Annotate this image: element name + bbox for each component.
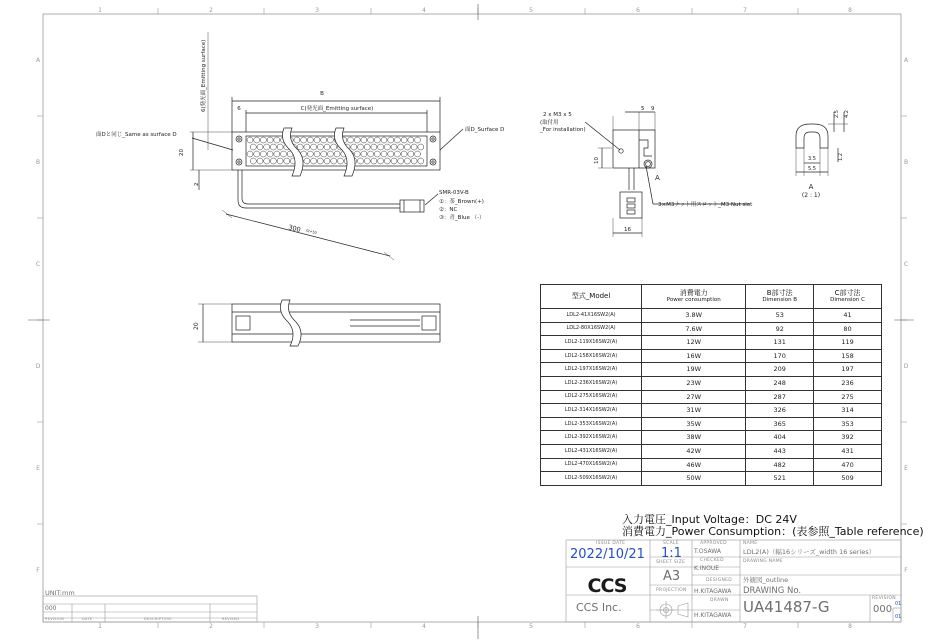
table-cell: 509 (814, 472, 882, 486)
grid-col-4: 4 (422, 7, 426, 14)
connector-model: SMR-03V-B (439, 190, 469, 196)
table-cell: 19W (642, 363, 746, 377)
sheet-current: 01 (895, 601, 902, 607)
dim-5-label: 5 (641, 106, 645, 112)
table-cell: LDL2-80X16SW2(A) (541, 322, 642, 336)
connector-pin-3: ③：青_Blue （-） (439, 215, 485, 221)
product-name: LDL2(A)（幅16シリーズ_width 16 series） (743, 548, 876, 556)
grid-col-1: 1 (98, 7, 102, 14)
grid-row-b-right: B (903, 159, 909, 166)
rev-col-date: DATE (82, 617, 93, 621)
surface-d-left-label: 面Dと同じ_Same as surface D (96, 132, 177, 138)
table-cell: 236 (814, 376, 882, 390)
grid-col-1-bottom: 1 (98, 623, 102, 630)
table-cell: 92 (746, 322, 814, 336)
table-cell: 197 (814, 363, 882, 377)
grid-row-c-right: C (903, 261, 909, 268)
detail-dim-42: 4.2 (844, 110, 850, 118)
table-cell: 3.8W (642, 309, 746, 323)
revision-value: 000 (873, 604, 893, 615)
issue-date-label: ISSUE DATE (596, 541, 626, 546)
grid-row-f-right: F (904, 567, 908, 574)
detail-dim-35: 3.5 (808, 156, 816, 162)
drawing-no-label: DRAWING No. (743, 586, 802, 596)
grid-col-2: 2 (209, 7, 213, 14)
grid-col-7: 7 (743, 7, 747, 14)
table-cell: LDL2-275X16SW2(A) (541, 390, 642, 404)
dim-20-label: 20 (179, 149, 185, 156)
grid-col-8-bottom: 8 (848, 623, 852, 630)
nut-slot-label: 3×M3ナット用スロット_M3 Nut slot (658, 202, 753, 208)
drawing-name-label: DRAWING NAME (743, 559, 784, 564)
col-model: 型式_Model (541, 285, 642, 309)
name-label: NAME (743, 541, 758, 546)
grid-row-e-right: E (904, 465, 908, 472)
table-cell: 46W (642, 458, 746, 472)
table-cell: 12W (642, 336, 746, 350)
table-cell: 431 (814, 444, 882, 458)
bottom-dim-20: 20 (193, 322, 200, 330)
detail-dim-55: 5.5 (808, 166, 816, 172)
table-cell: LDL2-353X16SW2(A) (541, 417, 642, 431)
table-cell: 287 (746, 390, 814, 404)
table-cell: 7.6W (642, 322, 746, 336)
approved-label: APPROVED (700, 541, 727, 546)
checked-label: CHECKED (700, 558, 724, 563)
col-dim-b: B部寸法 Dimension B (746, 285, 814, 309)
grid-col-6-bottom: 6 (636, 623, 640, 630)
dim-2-label: 2 (194, 182, 200, 186)
sheet-size-value: A3 (663, 569, 681, 584)
grid-row-b: B (35, 159, 41, 166)
connector-pin-2: ②：NC (439, 207, 458, 213)
table-cell: 521 (746, 472, 814, 486)
dim-6-label: 6 (237, 106, 241, 112)
scale-value: 1:1 (661, 546, 682, 561)
detail-a-scale: (2 : 1) (801, 192, 821, 199)
drawing-no: UA41487-G (743, 598, 830, 616)
svg-text:0/+50: 0/+50 (305, 228, 318, 235)
detail-dim-12: 1.2 (838, 153, 844, 161)
side-emitting-label: 6(発光面_Emitting surface) (201, 39, 207, 112)
detail-dim-25: 2.5 (834, 110, 840, 118)
grid-col-5-bottom: 5 (529, 623, 533, 630)
table-cell: 443 (746, 444, 814, 458)
table-cell: 158 (814, 349, 882, 363)
revision-label: REVISION (872, 596, 896, 601)
table-cell: 80 (814, 322, 882, 336)
install-jp-label: (取付用 (540, 120, 559, 126)
table-cell: 31W (642, 404, 746, 418)
grid-row-a: A (35, 57, 41, 64)
projection-label: PROJECTION (656, 588, 687, 593)
grid-col-6: 6 (636, 7, 640, 14)
grid-col-2-bottom: 2 (209, 623, 213, 630)
table-cell: 326 (746, 404, 814, 418)
table-cell: 392 (814, 431, 882, 445)
table-cell: 209 (746, 363, 814, 377)
table-cell: 23W (642, 376, 746, 390)
table-cell: 35W (642, 417, 746, 431)
grid-col-4-bottom: 4 (422, 623, 426, 630)
unit-label: UNIT:mm (45, 589, 75, 597)
table-cell: 42W (642, 444, 746, 458)
drawn-label: DRAWN (710, 598, 729, 603)
table-cell: LDL2-197X16SW2(A) (541, 363, 642, 377)
grid-col-3: 3 (315, 7, 319, 14)
company-name: CCS Inc. (576, 601, 622, 614)
table-cell: 470 (814, 458, 882, 472)
table-cell: LDL2-119X16SW2(A) (541, 336, 642, 350)
screw-label: 2 x M3 x 5 (543, 112, 572, 118)
table-cell: 50W (642, 472, 746, 486)
table-cell: 41 (814, 309, 882, 323)
table-cell: LDL2-470X16SW2(A) (541, 458, 642, 472)
table-cell: 119 (814, 336, 882, 350)
table-cell: 27W (642, 390, 746, 404)
table-cell: LDL2-431X16SW2(A) (541, 444, 642, 458)
table-cell: 353 (814, 417, 882, 431)
connector-pin-1: ①：茶_Brown(+) (439, 199, 484, 205)
table-cell: LDL2-158X16SW2(A) (541, 349, 642, 363)
rev-col-description: DESCRIPTION (144, 617, 171, 621)
checked-value: K.INOUE (694, 565, 720, 572)
table-cell: 16W (642, 349, 746, 363)
grid-row-f: F (36, 567, 40, 574)
table-cell: 248 (746, 376, 814, 390)
grid-row-c: C (35, 261, 41, 268)
ccs-logo (588, 575, 627, 597)
col-power: 消費電力 Power consumption (642, 285, 746, 309)
dim-9-label: 9 (651, 106, 655, 112)
grid-col-8: 8 (848, 7, 852, 14)
table-cell: LDL2-509X16SW2(A) (541, 472, 642, 486)
table-cell: 404 (746, 431, 814, 445)
note-power: 消費電力_Power Consumption：(表参照_Table reference) (622, 525, 924, 538)
grid-col-3-bottom: 3 (315, 623, 319, 630)
note-voltage: 入力電圧_Input Voltage：DC 24V (622, 513, 797, 526)
issue-date: 2022/10/21 (570, 547, 645, 562)
drawn-value: H.KITAGAWA (694, 612, 732, 619)
col-dim-c: C部寸法 Dimension C (814, 285, 882, 309)
table-cell: 482 (746, 458, 814, 472)
rev-col-revised: REVISED (222, 617, 240, 621)
approved-value: T.OSAWA (694, 548, 721, 555)
install-en-label: _For installation) (540, 127, 586, 133)
drawing-name: 外観図_outline (743, 576, 789, 584)
svg-text:CCS: CCS (587, 575, 627, 597)
dim-10-label: 10 (594, 157, 600, 164)
section-a-marker: A (655, 174, 660, 182)
table-cell: 53 (746, 309, 814, 323)
grid-row-d-right: D (903, 363, 909, 370)
dim-b-label: B (320, 91, 324, 97)
table-cell: 365 (746, 417, 814, 431)
rev-value: 000 (45, 605, 57, 612)
sheet-size-label: SHEET SIZE (656, 560, 686, 565)
table-cell: 275 (814, 390, 882, 404)
surface-d-right-label: 面D_Surface D (465, 127, 505, 133)
table-cell: LDL2-41X16SW2(A) (541, 309, 642, 323)
table-cell: LDL2-392X16SW2(A) (541, 431, 642, 445)
table-cell: 314 (814, 404, 882, 418)
sheet-total: 01 (895, 614, 902, 620)
designed-label: DESIGNED (706, 578, 733, 583)
svg-text:300: 300 (287, 223, 302, 234)
dim-c-label: C(発光面_Emitting surface) (300, 106, 374, 112)
grid-row-a-right: A (903, 57, 909, 64)
designed-value: H.KITAGAWA (694, 588, 732, 595)
table-cell: LDL2-236X16SW2(A) (541, 376, 642, 390)
detail-a-label: A (808, 183, 814, 191)
grid-row-d: D (35, 363, 41, 370)
grid-row-e: E (36, 465, 40, 472)
rev-col-revision: REVISION (45, 617, 65, 621)
table-cell: 131 (746, 336, 814, 350)
grid-col-5: 5 (529, 7, 533, 14)
table-cell: LDL2-314X16SW2(A) (541, 404, 642, 418)
dim-16-label: 16 (624, 227, 631, 233)
scale-label: SCALE (663, 541, 679, 546)
table-cell: 38W (642, 431, 746, 445)
grid-col-7-bottom: 7 (743, 623, 747, 630)
table-cell: 170 (746, 349, 814, 363)
